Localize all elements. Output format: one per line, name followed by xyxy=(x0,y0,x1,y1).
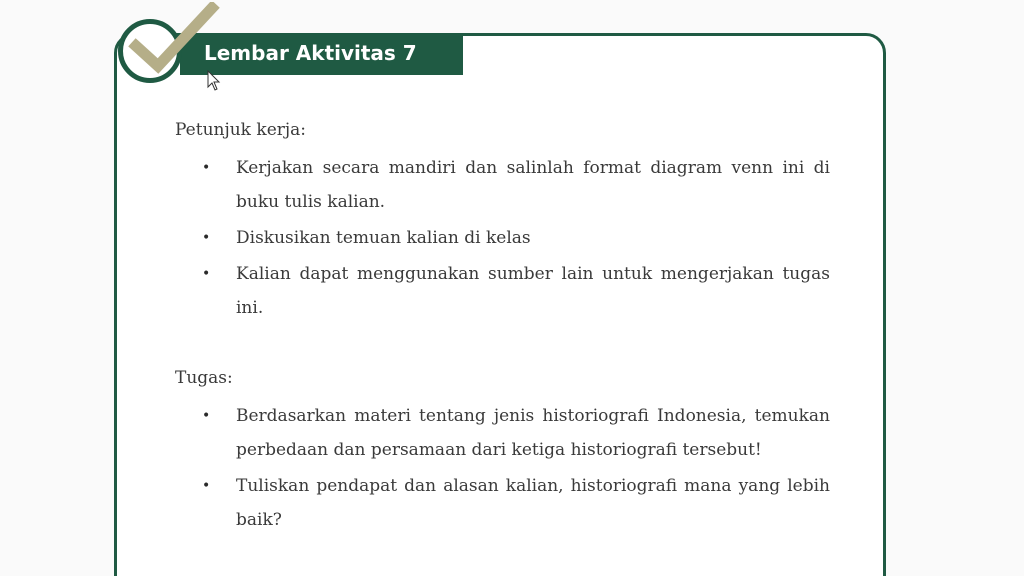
list-item-text: Tuliskan pendapat dan alasan kalian, historiografi mana yang lebih baik? xyxy=(236,476,830,530)
tasks-list xyxy=(175,399,830,537)
activity-content xyxy=(175,117,830,539)
list-item-text: Kerjakan secara mandiri dan salinlah format diagram venn ini di buku tulis kalian. xyxy=(236,158,830,212)
instructions-list xyxy=(175,151,830,325)
list-item-text: Berdasarkan materi tentang jenis historiografi Indonesia, temukan perbedaan dan persamaan dari ketiga historiografi tersebut! xyxy=(236,406,830,460)
bullet-icon: • xyxy=(202,266,211,282)
activity-title: Lembar Aktivitas 7 xyxy=(204,41,417,65)
tasks-heading: Tugas: xyxy=(175,368,233,388)
instructions-section xyxy=(175,117,830,325)
list-item xyxy=(175,469,830,537)
checkmark-icon xyxy=(124,2,220,78)
list-item xyxy=(175,151,830,219)
mouse-cursor-icon xyxy=(207,70,221,92)
bullet-icon: • xyxy=(202,230,211,246)
list-item xyxy=(175,221,830,255)
list-item xyxy=(175,257,830,325)
bullet-icon: • xyxy=(202,408,211,424)
bullet-icon: • xyxy=(202,478,211,494)
tasks-section xyxy=(175,365,830,537)
list-item-text: Kalian dapat menggunakan sumber lain untuk mengerjakan tugas ini. xyxy=(236,264,830,318)
bullet-icon: • xyxy=(202,160,211,176)
list-item-text: Diskusikan temuan kalian di kelas xyxy=(236,228,531,248)
list-item xyxy=(175,399,830,467)
instructions-heading: Petunjuk kerja: xyxy=(175,120,307,140)
